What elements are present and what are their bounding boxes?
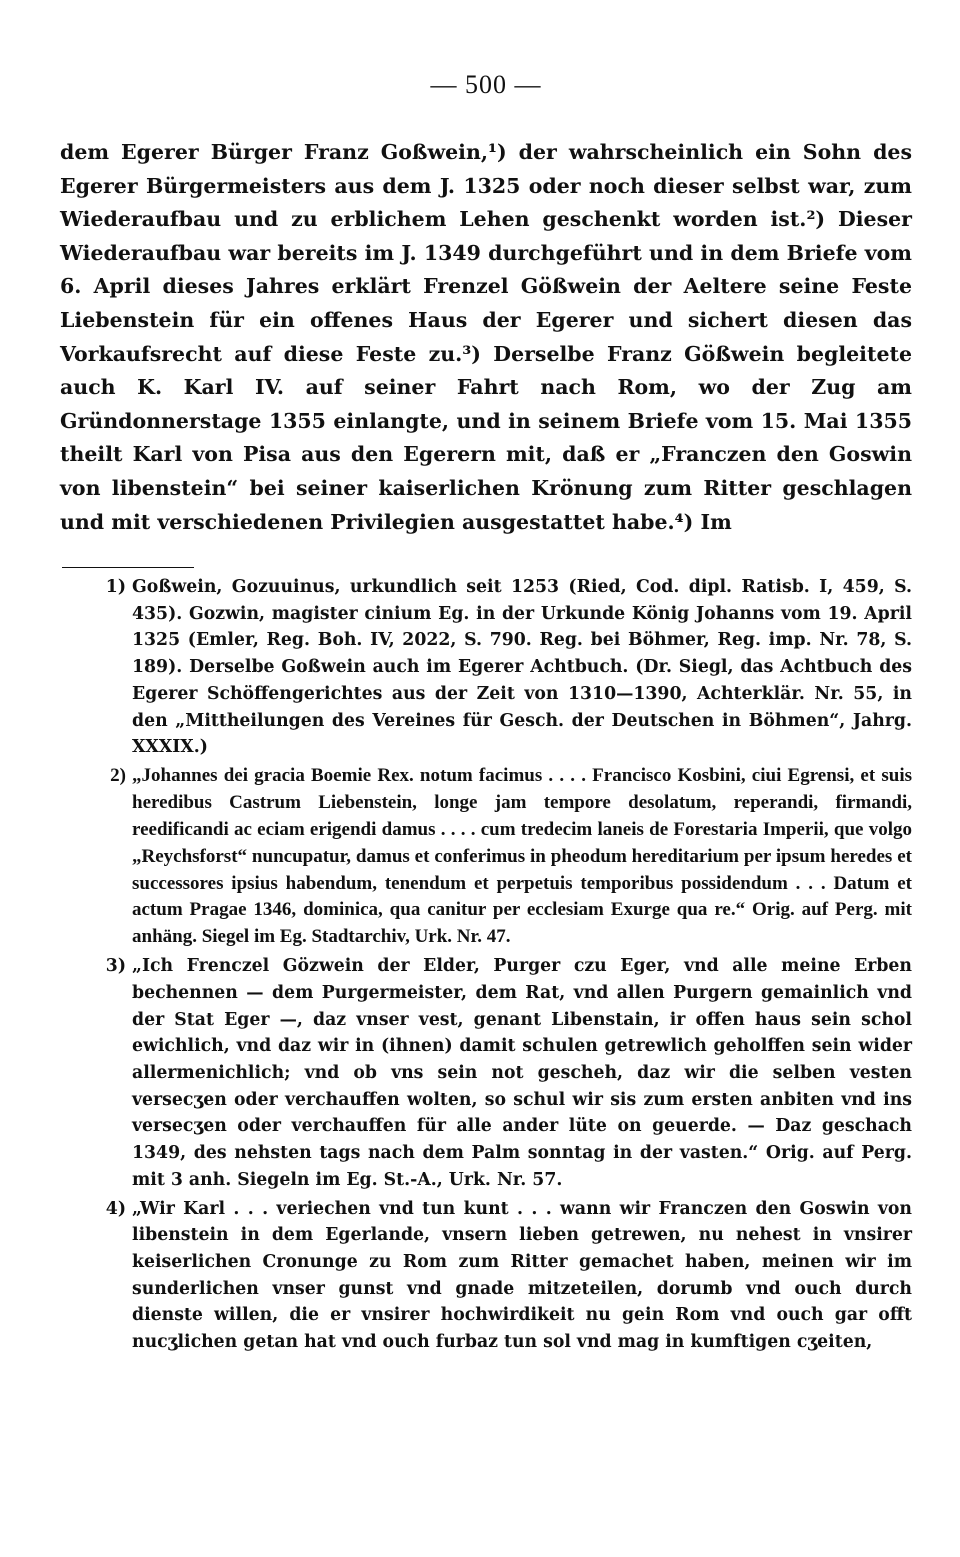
footnote-number: 2) [110,764,126,786]
footnote-number: 4) [105,1198,126,1219]
footnote-1 [60,574,912,761]
footnotes [60,574,912,1358]
footnote-4 [60,1196,912,1356]
footnote-text: Goßwein, Gozuuinus, urkundlich seit 1253 (Ried, Cod. dipl. Ratisb. I, 459, S. 435). Gozwin, magister cinium Eg. in der Urkunde König Johanns vom 19. April 1325 (Emler, Reg. Boh. IV, 2022, S. 790. Reg. bei Böhmer, Reg. imp. Nr. 78, S. 189). Derselbe Goßwein auch im Egerer Achtbuch. (Dr. Siegl, das Achtbuch des Egerer Schöffengerichtes aus der Zeit von 1310—1390, Achterklär. Nr. 55, in den „Mittheilungen des Vereines für Gesch. der Deutschen in Böhmen“, Jahrg. XXXIX.) [132,577,912,758]
page-number: — 500 — [430,70,542,99]
footnote-2 [60,763,912,951]
main-paragraph: dem Egerer Bürger Franz Goßwein,¹) der wahrscheinlich ein Sohn des Egerer Bürgermeisters aus dem J. 1325 oder noch dieser selbst war, zum Wiederaufbau und zu erblichem Lehen geschenkt worden ist.²) Dieser Wiederaufbau war bereits im J. 1349 durchgeführt und in dem Briefe vom 6. April dieses Jahres erklärt Frenzel Gößwein der Aeltere seine Feste Liebenstein für ein offenes Haus der Egerer und sichert diesen das Vorkaufsrecht auf diese Feste zu.³) Derselbe Franz Gößwein begleitete auch K. Karl IV. auf seiner Fahrt nach Rom, wo der Zug am Gründonnerstage 1355 einlangte, und in seinem Briefe vom 15. Mai 1355 theilt Karl von Pisa aus den Egerern mit, daß er „Franczen den Goswin von libenstein“ bei seiner kaiserlichen Krönung zum Ritter geschlagen und mit verschiedenen Privilegien ausgestattet habe.⁴) Im [60,140,912,534]
footnote-text: „Johannes dei gracia Boemie Rex. notum facimus . . . . Francisco Kosbini, ciui Egrensi, et suis heredibus Castrum Liebenstein, longe jam tempore desolatum, reperandi, firmandi, reedificandi ac eciam erigendi damus . . . . cum tredecim laneis de Forestaria Imperii, que volgo „Reychsforst“ nuncupatur, damus et conferimus in pheodum hereditarium per ipsum heredes et successores ipsius habendum, tenendum et perpetuis temporibus possidendum . . . Datum et actum Pragae 1346, dominica, qua canitur per ecclesiam Exurge qua re.“ Orig. auf Perg. mit anhäng. Siegel im Eg. Stadtarchiv, Urk. Nr. 47. [132,764,912,948]
footnote-number: 3) [105,956,126,977]
footnote-text: „Ich Frenczel Gözwein der Elder, Purger czu Eger, vnd alle meine Erben bechennen — dem Purgermeister, dem Rat, vnd allen Purgern gemainlich vnd der Stat Eger —, daz vnser vest, genant Libenstain, ir offen haus sein schol ewichlich, vnd daz wir in (ihnen) damit schulen getrewlich geholffen sein wider allermenichlich; vnd ob vns sein not gescheh, daz wir die selben vesten versecʒen oder verchauffen wolten, so schul wir sis zum ersten anbiten vnd ins versecʒen oder verchauffen für alle ander lüte on geuerde. — Daz geschach 1349, des nehsten tags nach dem Palm sonntag in der vasten.“ Orig. auf Perg. mit 3 anh. Siegeln im Eg. St.-A., Urk. Nr. 57. [132,956,912,1190]
footnote-text: „Wir Karl . . . veriechen vnd tun kunt . . . wann wir Franczen den Goswin von libenstein in dem Egerlande, vnsern lieben getrewen, nu nehest in vnsirer keiserlichen Cronunge zu Rom zum Ritter gemachet haben, meinen wir im sunderlichen vnser gunst vnd gnade mitzeteilen, dorumb vnd ouch durch dienste willen, die er vnsirer hochwirdikeit nu gein Rom vnd ouch gar offt nucʒlichen getan hat vnd ouch furbaz tun sol vnd mag in kumftigen cʒeiten, [132,1198,912,1353]
footnote-number: 1) [105,577,126,597]
footnote-3 [60,953,912,1193]
footnote-separator [62,567,194,568]
